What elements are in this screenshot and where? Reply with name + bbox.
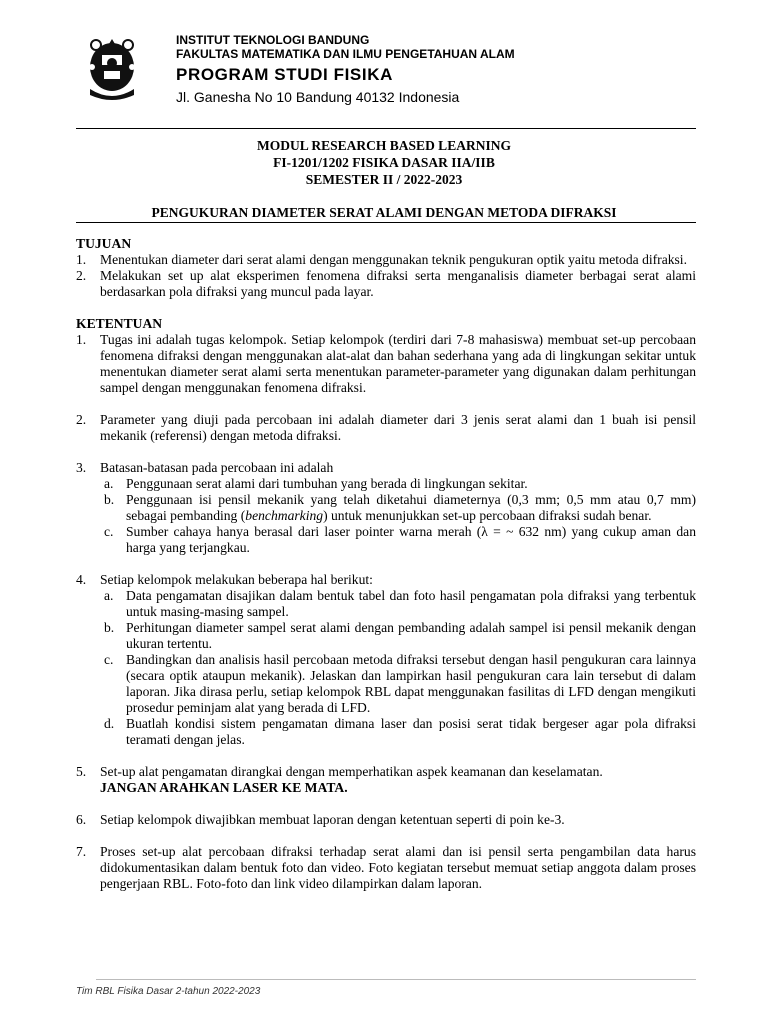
semester: SEMESTER II / 2022-2023 bbox=[305, 172, 463, 187]
ketentuan-item-text: Proses set-up alat percobaan difraksi terhadap serat alami dan isi pensil serta pengambilan data harus didokumentasikan dalam bentuk foto dan video. Foto kegiatan tersebut memuat setiap anggota dalam proses pengerjaan RBL. Foto-foto dan link video dilampirkan dalam laporan. bbox=[100, 844, 696, 891]
header-divider bbox=[76, 128, 696, 129]
sub-letter: d. bbox=[104, 716, 115, 731]
list-number: 6. bbox=[76, 812, 87, 827]
ketentuan-item-text: Batasan-batasan pada percobaan ini adalah bbox=[100, 460, 334, 475]
sub-letter: b. bbox=[104, 492, 115, 507]
sub-letter: c. bbox=[104, 652, 114, 667]
sub-item bbox=[100, 492, 696, 524]
tujuan-item bbox=[76, 268, 696, 300]
subject-title: PENGUKURAN DIAMETER SERAT ALAMI DENGAN METODA DIFRAKSI bbox=[151, 205, 617, 220]
sub-item bbox=[100, 476, 696, 492]
list-number: 1. bbox=[76, 332, 87, 347]
ketentuan-item bbox=[76, 332, 696, 396]
sub-item bbox=[100, 652, 696, 716]
ketentuan-item-text: Parameter yang diuji pada percobaan ini adalah diameter dari 3 jenis serat alami dan 1 buah isi pensil mekanik (referensi) dengan metoda difraksi. bbox=[100, 412, 696, 443]
sub-letter: a. bbox=[104, 476, 114, 491]
sub-item-text: Perhitungan diameter sampel serat alami dengan pembanding adalah sampel isi pensil mekanik dengan ukuran tertentu. bbox=[126, 620, 696, 651]
letterhead bbox=[176, 33, 515, 106]
sub-item-text: Penggunaan serat alami dari tumbuhan yang berada di lingkungan sekitar. bbox=[126, 476, 528, 491]
ketentuan-item bbox=[76, 812, 696, 828]
ketentuan-item bbox=[76, 764, 696, 796]
sub-item bbox=[100, 620, 696, 652]
ketentuan-item bbox=[76, 460, 696, 476]
itb-logo bbox=[82, 33, 142, 101]
tujuan-item-text: Menentukan diameter dari serat alami dengan menggunakan teknik pengukuran optik yaitu metoda difraksi. bbox=[100, 252, 687, 267]
list-number: 1. bbox=[76, 252, 87, 267]
address: Jl. Ganesha No 10 Bandung 40132 Indonesia bbox=[176, 89, 460, 105]
ketentuan-item-text: Tugas ini adalah tugas kelompok. Setiap kelompok (terdiri dari 7-8 mahasiswa) membuat set-up percobaan fenomena difraksi dengan menggunakan alat-alat dan bahan sederhana yang ada di lingkungan sekitar untuk menentukan diameter serat alami serta menentukan parameter-parameter yang digunakan dalam perhitungan sampel dengan menggunakan fenomena difraksi. bbox=[100, 332, 696, 395]
sub-letter: a. bbox=[104, 588, 114, 603]
list-number: 2. bbox=[76, 268, 87, 283]
footer-divider bbox=[96, 979, 696, 980]
list-number: 3. bbox=[76, 460, 87, 475]
ketentuan-item bbox=[76, 412, 696, 444]
sub-item-text: Penggunaan isi pensil mekanik yang telah diketahui diameternya (0,3 mm; 0,5 mm atau 0,7 mm) sebagai pembanding ( bbox=[126, 492, 696, 523]
ketentuan-item-text: Setiap kelompok melakukan beberapa hal berikut: bbox=[100, 572, 373, 587]
list-number: 4. bbox=[76, 572, 87, 587]
sublist bbox=[76, 476, 696, 556]
sub-item bbox=[100, 524, 696, 556]
ketentuan-item-text: Setiap kelompok diwajibkan membuat laporan dengan ketentuan seperti di poin ke-3. bbox=[100, 812, 565, 827]
sub-item-text: Data pengamatan disajikan dalam bentuk tabel dan foto hasil pengamatan pola difraksi yang terbentuk untuk masing-masing sampel. bbox=[126, 588, 696, 619]
course-code: FI-1201/1202 FISIKA DASAR IIA/IIB bbox=[273, 155, 495, 170]
laser-warning: JANGAN ARAHKAN LASER KE MATA. bbox=[100, 780, 348, 795]
sub-letter: b. bbox=[104, 620, 115, 635]
institution-name: INSTITUT TEKNOLOGI BANDUNG bbox=[176, 33, 370, 47]
emphasis-text: benchmarking bbox=[245, 508, 324, 523]
list-number: 2. bbox=[76, 412, 87, 427]
module-title: MODUL RESEARCH BASED LEARNING bbox=[257, 138, 511, 153]
sub-item bbox=[100, 716, 696, 748]
list-number: 7. bbox=[76, 844, 87, 859]
sub-item-text: Sumber cahaya hanya berasal dari laser pointer warna merah (λ = ~ 632 nm) yang cukup aman dan harga yang terjangkau. bbox=[126, 524, 696, 555]
tujuan-heading: TUJUAN bbox=[76, 236, 132, 251]
sublist bbox=[76, 588, 696, 748]
ketentuan-item bbox=[76, 572, 696, 588]
sub-item-text: Bandingkan dan analisis hasil percobaan metoda difraksi tersebut dengan hasil pengukuran cara lainnya (secara optik ataupun mekanik). Jelaskan dan lampirkan hasil pengukuran cara lain tersebut di dalam laporan. Jika dirasa perlu, setiap kelompok RBL dapat menggunakan fasilitas di LFD dengan mengikuti prosedur peminjam alat yang berada di LFD. bbox=[126, 652, 696, 715]
program-name: PROGRAM STUDI FISIKA bbox=[176, 65, 393, 84]
ketentuan-item bbox=[76, 844, 696, 892]
faculty-name: FAKULTAS MATEMATIKA DAN ILMU PENGETAHUAN ALAM bbox=[176, 47, 515, 61]
tujuan-item bbox=[76, 252, 696, 268]
footer-text: Tim RBL Fisika Dasar 2-tahun 2022-2023 bbox=[76, 986, 261, 997]
sub-letter: c. bbox=[104, 524, 114, 539]
ketentuan-heading: KETENTUAN bbox=[76, 316, 163, 331]
tujuan-item-text: Melakukan set up alat eksperimen fenomena difraksi serta menganalisis diameter berbagai serat alami berdasarkan pola difraksi yang muncul pada layar. bbox=[100, 268, 696, 299]
subject-divider bbox=[76, 222, 696, 223]
module-titles bbox=[0, 137, 768, 188]
list-number: 5. bbox=[76, 764, 87, 779]
sub-item bbox=[100, 588, 696, 620]
ketentuan-item-text: Set-up alat pengamatan dirangkai dengan memperhatikan aspek keamanan dan keselamatan. bbox=[100, 764, 603, 779]
document-body bbox=[76, 236, 696, 892]
sub-item-text: ) untuk menunjukkan set-up percobaan difraksi sudah benar. bbox=[323, 508, 652, 523]
sub-item-text: Buatlah kondisi sistem pengamatan dimana laser dan posisi serat tidak bergeser agar pola difraksi teramati dengan jelas. bbox=[126, 716, 696, 747]
